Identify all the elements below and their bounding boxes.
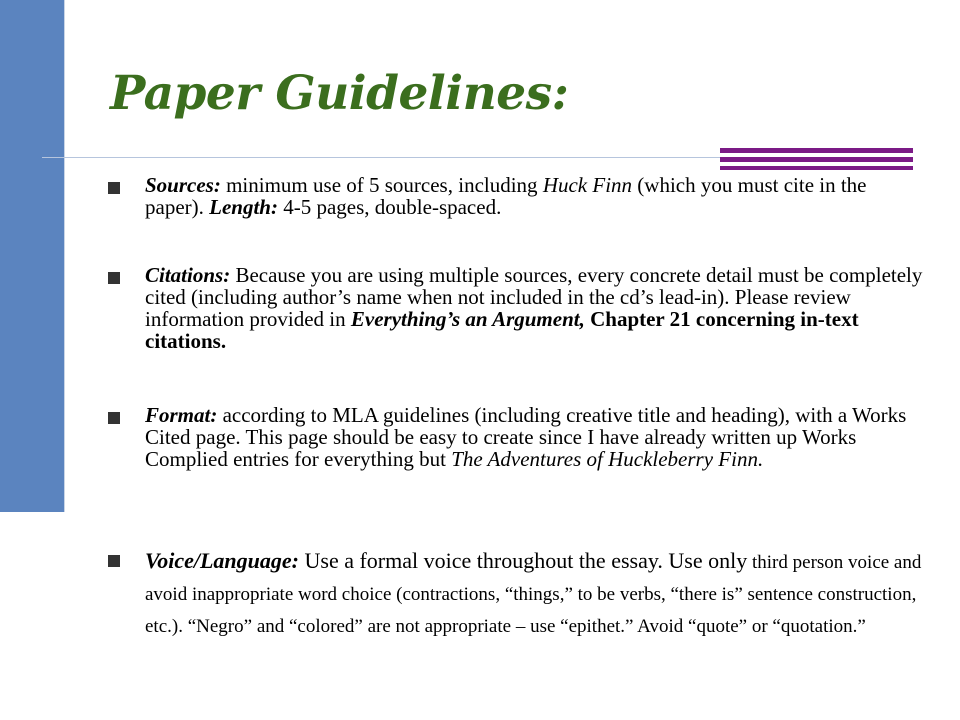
bullet-marker <box>108 555 120 567</box>
bullet-marker <box>108 412 120 424</box>
title-divider <box>42 157 732 158</box>
bullet-marker <box>108 182 120 194</box>
bullet-text: Sources: minimum use of 5 sources, including Huck Finn (which you must cite in the paper). Length: 4-5 pages, double-spaced. <box>145 173 867 219</box>
bullet-voice-language <box>108 546 928 642</box>
bullet-marker <box>108 272 120 284</box>
bullet-text: Citations: Because you are using multiple sources, every concrete detail must be completely cited (including author’s name when not included in the cd’s lead-in). Please review information provided in Everything’s an Argument, Chapter 21 concerning in-text citations. <box>145 263 923 353</box>
left-accent-bar <box>0 0 65 512</box>
decorative-stripes <box>720 148 913 174</box>
bullet-text: Format: according to MLA guidelines (including creative title and heading), with a Works Cited page. This page should be easy to create since I have already written up Works Complied entries for everything but The Adventures of Huckleberry Finn. <box>145 403 907 471</box>
bullet-citations <box>108 264 928 352</box>
slide-title: Paper Guidelines: <box>110 66 569 121</box>
bullet-sources <box>108 174 928 218</box>
bullet-format <box>108 404 928 470</box>
bullet-text: Voice/Language: Use a formal voice throughout the essay. Use only third person voice and avoid inappropriate word choice (contractions, “things,” to be verbs, “there is” sentence construction, etc.). “Negro” and “colored” are not appropriate – use “epithet.” Avoid “quote” or “quotation.” <box>145 548 922 637</box>
